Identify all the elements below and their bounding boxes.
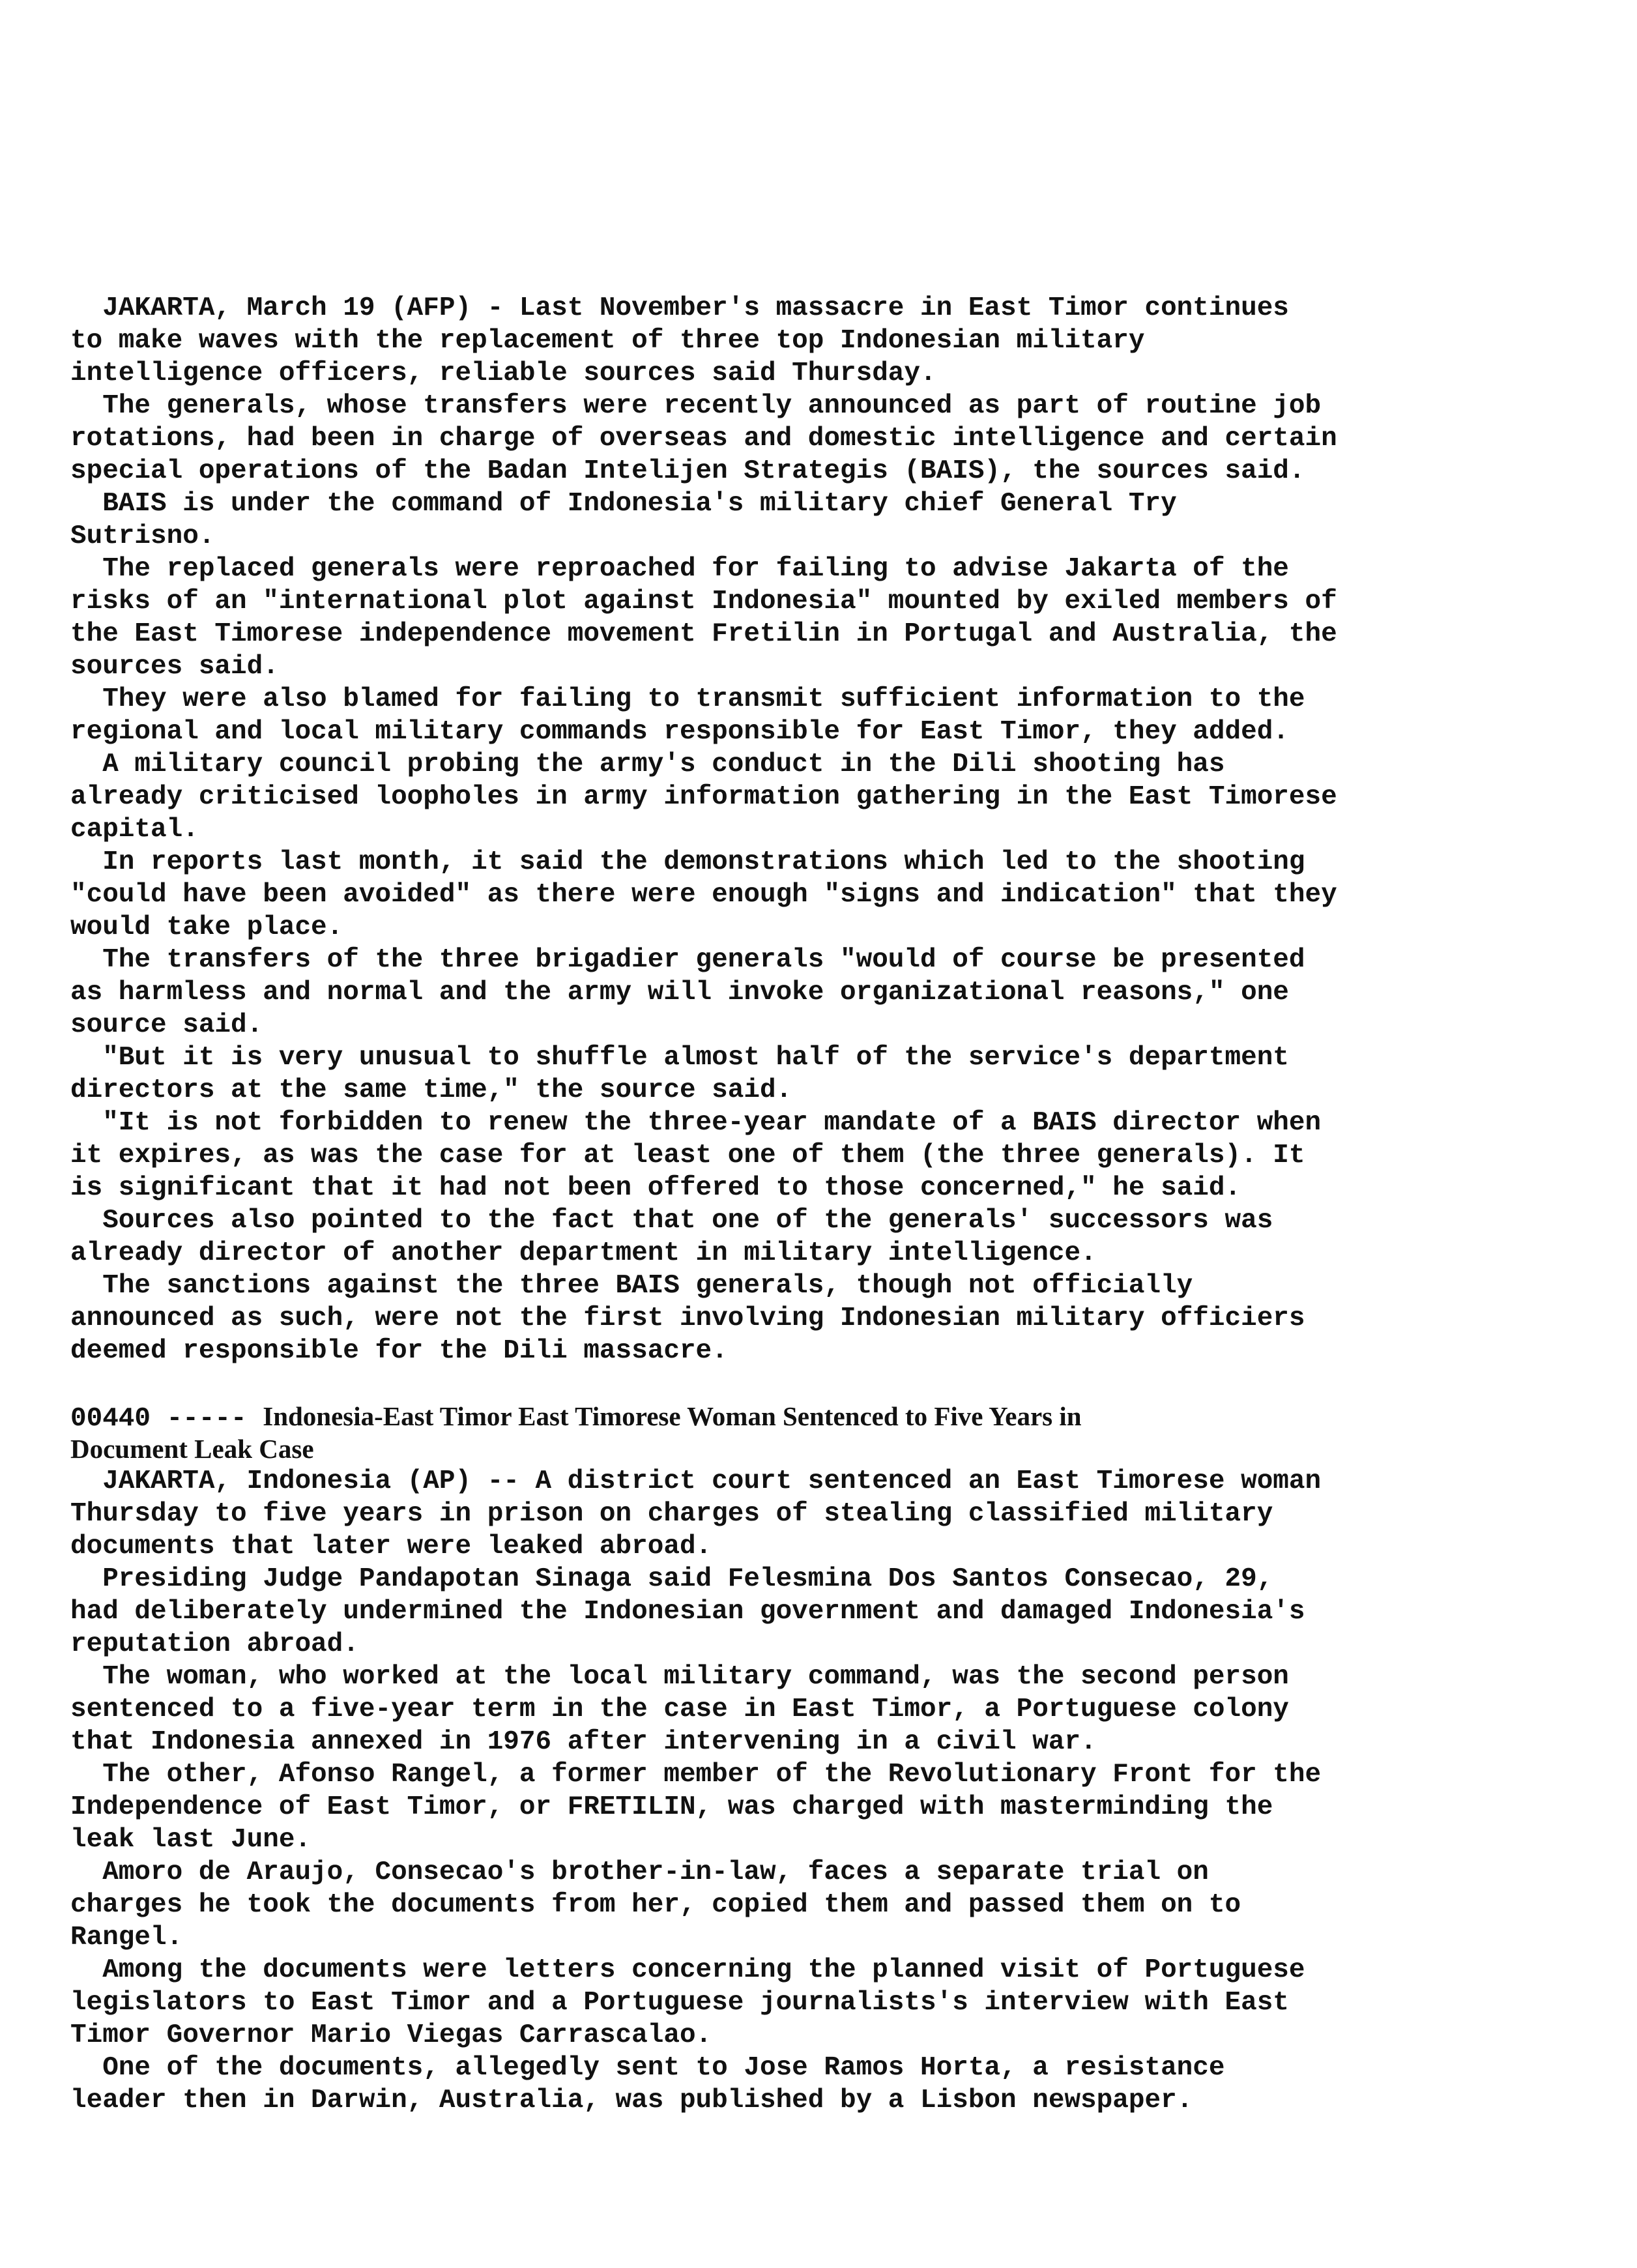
article-line: Among the documents were letters concerning the planned visit of Portuguese [70,1955,1305,1985]
article-line: Timor Governor Mario Viegas Carrascalao. [70,2020,712,2050]
article-line: sentenced to a five-year term in the case in East Timor, a Portuguese colony [70,1694,1289,1724]
headline-number: 00440 ----- [70,1404,263,1434]
article-ap-document-leak [70,1400,1517,2117]
article-line: sources said. [70,652,279,682]
article-line: source said. [70,1010,263,1040]
article-afp-bais [70,292,1517,1367]
article-line: to make waves with the replacement of three top Indonesian military [70,326,1145,356]
article-line: it expires, as was the case for at least one of them (the three generals). It [70,1141,1305,1170]
article-line: They were also blamed for failing to transmit sufficient information to the [70,684,1305,714]
article-line: intelligence officers, reliable sources said Thursday. [70,358,936,388]
article-line: The other, Afonso Rangel, a former member of the Revolutionary Front for the [70,1760,1322,1790]
article-line: Amoro de Araujo, Consecao's brother-in-law, faces a separate trial on [70,1857,1209,1887]
article-line: Rangel. [70,1923,183,1953]
article-line: that Indonesia annexed in 1976 after intervening in a civil war. [70,1727,1097,1757]
article-line: directors at the same time," the source said. [70,1075,792,1105]
article-line: special operations of the Badan Intelijen Strategis (BAIS), the sources said. [70,456,1305,486]
article-headline [70,1400,1517,1432]
article-line: The replaced generals were reproached for failing to advise Jakarta of the [70,554,1289,584]
article-line: The transfers of the three brigadier generals "would of course be presented [70,945,1305,975]
article-line: Independence of East Timor, or FRETILIN, was charged with masterminding the [70,1792,1273,1822]
article-line: regional and local military commands responsible for East Timor, they added. [70,717,1289,747]
article-line: Thursday to five years in prison on charges of stealing classified military [70,1499,1273,1529]
article-line: leader then in Darwin, Australia, was published by a Lisbon newspaper. [70,2086,1193,2115]
article-separator [70,1367,1517,1400]
article-line: A military council probing the army's conduct in the Dili shooting has [70,749,1225,779]
article-line: Sutrisno. [70,521,215,551]
article-line: "It is not forbidden to renew the three-year mandate of a BAIS director when [70,1108,1322,1138]
article-line: The woman, who worked at the local military command, was the second person [70,1662,1289,1692]
document-page [70,292,1517,2117]
article-line: is significant that it had not been offered to those concerned," he said. [70,1173,1241,1203]
article-line: had deliberately undermined the Indonesian government and damaged Indonesia's [70,1597,1305,1627]
article-line: announced as such, were not the first involving Indonesian military officiers [70,1303,1305,1333]
article-line: risks of an "international plot against Indonesia" mounted by exiled members of [70,587,1337,617]
article-line: would take place. [70,912,343,942]
headline-text: Indonesia-East Timor East Timorese Woman Sentenced to Five Years in [263,1401,1082,1431]
article-line: already criticised loopholes in army information gathering in the East Timorese [70,782,1337,812]
article-line: BAIS is under the command of Indonesia's military chief General Try [70,489,1177,519]
article-line: JAKARTA, March 19 (AFP) - Last November's massacre in East Timor continues [70,293,1289,323]
article-line: as harmless and normal and the army will invoke organizational reasons," one [70,978,1289,1008]
article-line: documents that later were leaked abroad. [70,1532,712,1562]
article-line: "could have been avoided" as there were enough "signs and indication" that they [70,880,1337,910]
article-line: legislators to East Timor and a Portuguese journalists's interview with East [70,1988,1289,2018]
article-line: In reports last month, it said the demonstrations which led to the shooting [70,847,1305,877]
article-line: charges he took the documents from her, copied them and passed them on to [70,1890,1241,1920]
article-line: Presiding Judge Pandapotan Sinaga said Felesmina Dos Santos Consecao, 29, [70,1564,1273,1594]
article-line: "But it is very unusual to shuffle almost half of the service's department [70,1043,1289,1073]
article-line: Sources also pointed to the fact that one of the generals' successors was [70,1206,1273,1236]
article-headline-continuation: Document Leak Case [70,1434,314,1464]
article-line: One of the documents, allegedly sent to Jose Ramos Horta, a resistance [70,2053,1225,2083]
article-line: reputation abroad. [70,1629,359,1659]
article-line: already director of another department in military intelligence. [70,1238,1097,1268]
article-line: capital. [70,815,199,845]
article-line: leak last June. [70,1825,311,1855]
article-line: The generals, whose transfers were recently announced as part of routine job [70,391,1322,421]
article-line: The sanctions against the three BAIS generals, though not officially [70,1271,1193,1301]
article-line: JAKARTA, Indonesia (AP) -- A district court sentenced an East Timorese woman [70,1466,1322,1496]
article-line: the East Timorese independence movement Fretilin in Portugal and Australia, the [70,619,1337,649]
article-line: deemed responsible for the Dili massacre. [70,1336,728,1366]
article-line: rotations, had been in charge of overseas and domestic intelligence and certain [70,424,1337,454]
